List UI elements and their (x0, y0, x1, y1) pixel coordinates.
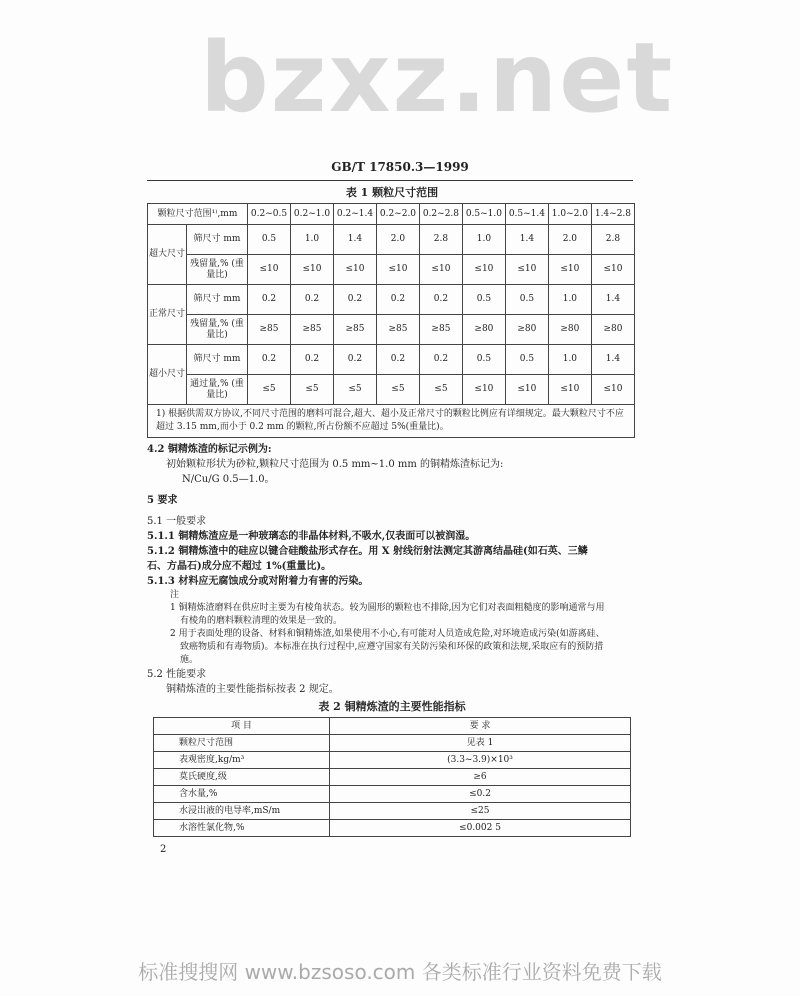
table2-caption: 表 2 铜精炼渣的主要性能指标 (318, 700, 466, 713)
item-cell: 表观密度,kg/m³ (154, 752, 330, 769)
table-cell: ≤10 (505, 375, 548, 405)
row-label: 残留量,% (重量比) (187, 255, 248, 285)
text-line: 注 (170, 590, 180, 600)
table-cell: ≥85 (333, 315, 376, 345)
row-label: 筛尺寸 mm (187, 345, 248, 375)
standard-number-header: GB/T 17850.3—1999 (331, 160, 469, 174)
text-line: 2 用于表面处理的设备、材料和铜精炼渣,如果使用不小心,有可能对人员造成危险,对环境造成污染(如游离硅、 (170, 629, 605, 639)
text-line: 施。 (180, 655, 199, 665)
requirement-cell: ≥6 (330, 769, 631, 786)
table-cell: 0.2 (419, 345, 462, 375)
row-label: 残留量,% (重量比) (187, 315, 248, 345)
range-header: 0.5~1.0 (462, 204, 505, 225)
table-row (154, 803, 631, 820)
text-line: 5 要求 (147, 495, 178, 506)
table-cell: ≥85 (376, 315, 419, 345)
table-cell: 0.2 (333, 345, 376, 375)
range-header: 0.2~1.4 (333, 204, 376, 225)
table-cell: ≤5 (333, 375, 376, 405)
text-line: 5.1.3 材料应无腐蚀成分或对附着力有害的污染。 (147, 576, 369, 587)
column-header: 要 求 (330, 718, 631, 735)
page-content (147, 186, 637, 857)
table-row (148, 255, 635, 285)
table-cell: ≤10 (248, 255, 291, 285)
header-label: 颗粒尺寸范围¹⁾,mm (148, 204, 248, 225)
text-line: N/Cu/G 0.5—1.0。 (182, 474, 275, 485)
table-cell: 0.5 (505, 345, 548, 375)
table-cell: 0.5 (462, 285, 505, 315)
text-line: 有棱角的磨料颗粒清理的效果是一致的。 (180, 616, 343, 626)
row-label: 通过量,% (重量比) (187, 375, 248, 405)
page-number: 2 (160, 844, 167, 855)
table-cell: 0.2 (248, 285, 291, 315)
range-header: 0.2~2.8 (419, 204, 462, 225)
table-cell: ≥80 (591, 315, 634, 345)
table-cell: 0.5 (505, 285, 548, 315)
item-cell: 含水量,% (154, 786, 330, 803)
requirement-cell: 见表 1 (330, 735, 631, 752)
table-cell: 2.0 (376, 225, 419, 255)
table-cell: ≤10 (462, 255, 505, 285)
table-cell: ≤10 (419, 255, 462, 285)
performance-table (153, 717, 631, 837)
item-cell: 颗粒尺寸范围 (154, 735, 330, 752)
table-cell: 1.4 (591, 345, 634, 375)
table-cell: 2.8 (591, 225, 634, 255)
text-line: 1 铜精炼渣磨料在供应时主要为有棱角状态。较为圆形的颗粒也不排除,因为它们对表面粗糙度的影响通常与用 (170, 603, 605, 613)
item-cell: 水溶性氯化物,% (154, 820, 330, 837)
table-row (148, 225, 635, 255)
table-row (148, 375, 635, 405)
table-row (154, 786, 631, 803)
table-cell: 2.8 (419, 225, 462, 255)
table-row (154, 769, 631, 786)
table-cell: ≤10 (376, 255, 419, 285)
table-cell: 1.4 (591, 285, 634, 315)
range-header: 0.2~0.5 (248, 204, 291, 225)
requirement-cell: ≤25 (330, 803, 631, 820)
item-cell: 水浸出液的电导率,mS/m (154, 803, 330, 820)
group-label: 超小尺寸 (148, 345, 187, 405)
header-rule (147, 180, 633, 181)
table-cell: 0.2 (248, 345, 291, 375)
range-header: 0.2~1.0 (290, 204, 333, 225)
table-cell: ≤5 (248, 375, 291, 405)
table-cell: 1.0 (462, 225, 505, 255)
table-cell: ≤5 (376, 375, 419, 405)
group-label: 正常尺寸 (148, 285, 187, 345)
table-row (148, 285, 635, 315)
item-cell: 莫氏硬度,级 (154, 769, 330, 786)
table-cell: 0.2 (419, 285, 462, 315)
particle-size-table (147, 203, 635, 438)
table-row (148, 315, 635, 345)
table-cell: 0.2 (376, 285, 419, 315)
table-row (154, 735, 631, 752)
range-header: 0.2~2.0 (376, 204, 419, 225)
table-cell: ≤10 (548, 375, 591, 405)
table-cell: 0.2 (290, 345, 333, 375)
row-label: 筛尺寸 mm (187, 225, 248, 255)
requirement-cell: ≤0.002 5 (330, 820, 631, 837)
table-cell: 1.0 (548, 345, 591, 375)
table-cell: ≤10 (591, 255, 634, 285)
requirement-cell: (3.3~3.9)×10³ (330, 752, 631, 769)
table-cell: 0.2 (333, 285, 376, 315)
footnote-row (148, 405, 635, 438)
table-cell: ≥80 (548, 315, 591, 345)
text-line: 5.1.2 铜精炼渣中的硅应以键合硅酸盐形式存在。用 X 射线衍射法测定其游离结晶硅(如石英、三鳞 (147, 546, 588, 557)
table-row (148, 345, 635, 375)
text-line: 5.1 一般要求 (147, 516, 207, 527)
table-cell: 1.0 (290, 225, 333, 255)
table-cell: 2.0 (548, 225, 591, 255)
text-line: 5.2 性能要求 (147, 669, 207, 680)
group-label: 超大尺寸 (148, 225, 187, 285)
range-header: 0.5~1.4 (505, 204, 548, 225)
range-header: 1.0~2.0 (548, 204, 591, 225)
table-cell: ≤10 (591, 375, 634, 405)
table-row (154, 820, 631, 837)
row-label: 筛尺寸 mm (187, 285, 248, 315)
table-cell: 1.4 (333, 225, 376, 255)
table-cell: ≥80 (505, 315, 548, 345)
table-cell: ≤10 (505, 255, 548, 285)
column-header: 项 目 (154, 718, 330, 735)
watermark-logo: bzxz.net (200, 22, 675, 134)
table-cell: ≤10 (548, 255, 591, 285)
table-cell: 0.5 (462, 345, 505, 375)
table-row (154, 752, 631, 769)
table-cell: ≤5 (419, 375, 462, 405)
footer-watermark: 标准搜搜网 www.bzsoso.com 各类标准行业资料免费下载 (138, 960, 662, 984)
table-cell: 0.5 (248, 225, 291, 255)
text-line: 铜精炼渣的主要性能指标按表 2 规定。 (166, 684, 339, 695)
text-line: 石、方晶石)成分应不超过 1%(重量比)。 (147, 561, 332, 572)
table-cell: ≤5 (290, 375, 333, 405)
table-cell: ≥80 (462, 315, 505, 345)
table-cell: ≥85 (419, 315, 462, 345)
table-cell: 0.2 (290, 285, 333, 315)
text-line: 初始颗粒形状为砂粒,颗粒尺寸范围为 0.5 mm~1.0 mm 的铜精炼渣标记为: (166, 459, 504, 470)
footnote: 1) 根据供需双方协议,不同尺寸范围的磨料可混合,超大、超小及正常尺寸的颗粒比例应有详细规定。最大颗粒尺寸不应超过 3.15 mm,而小于 0.2 mm 的颗粒,所占份额不应超过 5%(重量比)。 (148, 405, 635, 438)
table-cell: ≤10 (462, 375, 505, 405)
table1-caption: 表 1 颗粒尺寸范围 (345, 186, 439, 199)
range-header: 1.4~2.8 (591, 204, 634, 225)
table-cell: 1.0 (548, 285, 591, 315)
table-cell: ≤10 (333, 255, 376, 285)
table-cell: ≤10 (290, 255, 333, 285)
table-cell: ≥85 (290, 315, 333, 345)
body-text (147, 442, 637, 697)
requirement-cell: ≤0.2 (330, 786, 631, 803)
text-line: 4.2 铜精炼渣的标记示例为: (147, 444, 272, 455)
text-line: 致癌物质和有毒物质)。本标准在执行过程中,应遵守国家有关防污染和环保的政策和法规,采取应有的预防措 (180, 642, 604, 652)
table-cell: 1.4 (505, 225, 548, 255)
text-line: 5.1.1 铜精炼渣应是一种玻璃态的非晶体材料,不吸水,仅表面可以被润湿。 (147, 531, 476, 542)
table-cell: 0.2 (376, 345, 419, 375)
table-cell: ≥85 (248, 315, 291, 345)
